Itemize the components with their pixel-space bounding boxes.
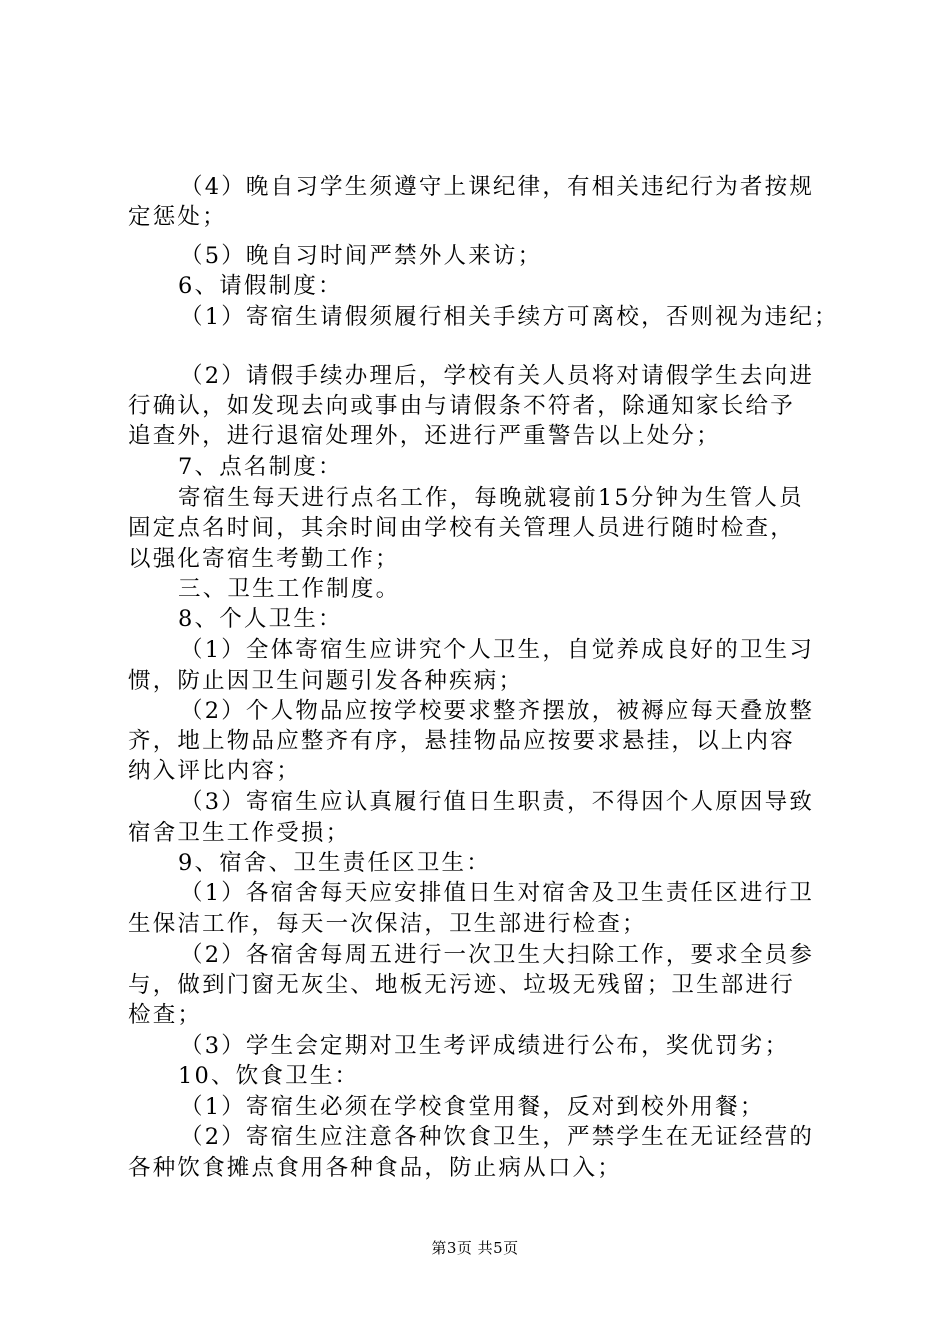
paragraph-line: （2）请假手续办理后，学校有关人员将对请假学生去向进 [180,363,815,389]
section-heading: 6、请假制度： [178,273,343,299]
paragraph-line: （1）各宿舍每天应安排值日生对宿舍及卫生责任区进行卫 [180,880,815,906]
paragraph-line: 齐，地上物品应整齐有序，悬挂物品应按要求悬挂，以上内容 [128,728,795,754]
paragraph-line: （5）晚自习时间严禁外人来访； [180,243,543,269]
paragraph-line: 与，做到门窗无灰尘、地板无污迹、垃圾无残留；卫生部进行 [128,972,795,998]
paragraph-line: 定惩处； [128,204,227,230]
section-heading: 三、卫生工作制度。 [178,576,401,602]
paragraph-line: （1）寄宿生请假须履行相关手续方可离校，否则视为违纪； [180,304,839,330]
paragraph-line: 生保洁工作，每天一次保洁，卫生部进行检查； [128,911,647,937]
paragraph-line: （4）晚自习学生须遵守上课纪律，有相关违纪行为者按规 [180,174,815,200]
section-heading: 9、宿舍、卫生责任区卫生： [178,850,491,876]
page-indicator: 第3页 共5页 [431,1239,519,1257]
page-footer [0,1238,950,1258]
paragraph-line: （2）寄宿生应注意各种饮食卫生，严禁学生在无证经营的 [180,1124,815,1150]
paragraph-line: （3）学生会定期对卫生考评成绩进行公布，奖优罚劣； [180,1033,790,1059]
paragraph-line: 固定点名时间，其余时间由学校有关管理人员进行随时检查， [128,515,795,541]
paragraph-line: 以强化寄宿生考勤工作； [128,546,400,572]
paragraph-line: （1）寄宿生必须在学校食堂用餐，反对到校外用餐； [180,1094,765,1120]
paragraph-line: 检查； [128,1002,203,1028]
paragraph-line: （3）寄宿生应认真履行值日生职责，不得因个人原因导致 [180,789,815,815]
paragraph-line: （2）个人物品应按学校要求整齐摆放，被褥应每天叠放整 [180,698,815,724]
paragraph-line: 追查外，进行退宿处理外，还进行严重警告以上处分； [128,423,721,449]
paragraph-line: 惯，防止因卫生问题引发各种疾病； [128,668,524,694]
section-heading: 8、个人卫生： [178,606,343,632]
section-heading: 10、饮食卫生： [178,1063,360,1089]
paragraph-line: （2）各宿舍每周五进行一次卫生大扫除工作，要求全员参 [180,942,815,968]
paragraph-line: 寄宿生每天进行点名工作，每晚就寝前15分钟为生管人员 [178,485,804,511]
paragraph-line: 行确认，如发现去向或事由与请假条不符者，除通知家长给予 [128,393,795,419]
section-heading: 7、点名制度： [178,454,343,480]
paragraph-line: 各种饮食摊点食用各种食品，防止病从口入； [128,1155,623,1181]
paragraph-line: 宿舍卫生工作受损； [128,820,351,846]
paragraph-line: （1）全体寄宿生应讲究个人卫生，自觉养成良好的卫生习 [180,637,815,663]
paragraph-line: 纳入评比内容； [128,758,301,784]
